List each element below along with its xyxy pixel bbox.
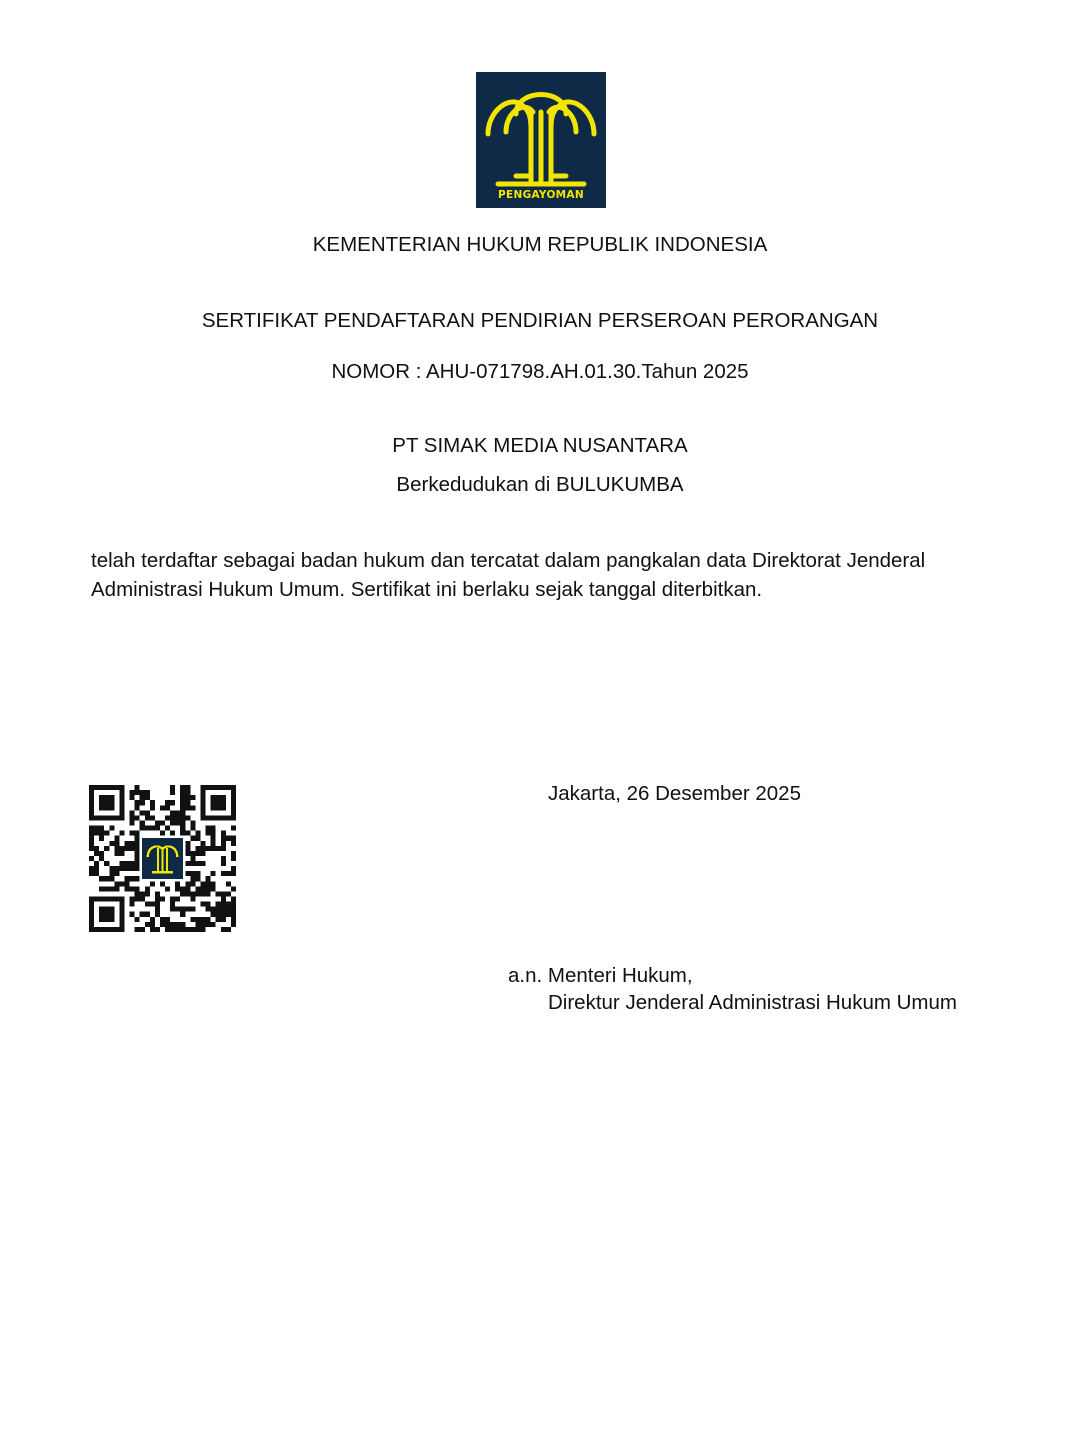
company-name: PT SIMAK MEDIA NUSANTARA — [392, 434, 688, 457]
certificate-number: NOMOR : AHU-071798.AH.01.30.Tahun 2025 — [331, 360, 749, 383]
certificate-title: SERTIFIKAT PENDAFTARAN PENDIRIAN PERSEROAN PERORANGAN — [201, 309, 879, 332]
pengayoman-emblem — [476, 72, 606, 208]
company-domicile: Berkedudukan di BULUKUMBA — [396, 473, 684, 496]
signatory-on-behalf: a.n. Menteri Hukum, — [508, 964, 693, 987]
place-and-date: Jakarta, 26 Desember 2025 — [548, 782, 801, 805]
qr-code-icon — [89, 785, 236, 932]
ministry-name: KEMENTERIAN HUKUM REPUBLIK INDONESIA — [312, 233, 768, 256]
body-line: Administrasi Hukum Umum. Sertifikat ini berlaku sejak tanggal diterbitkan. — [91, 578, 763, 601]
signatory-title: Direktur Jenderal Administrasi Hukum Umum — [548, 991, 957, 1014]
body-line: telah terdaftar sebagai badan hukum dan tercatat dalam pangkalan data Direktorat Jenderal — [91, 549, 926, 572]
emblem-motto: PENGAYOMAN — [498, 189, 584, 201]
certificate-body — [91, 546, 991, 604]
